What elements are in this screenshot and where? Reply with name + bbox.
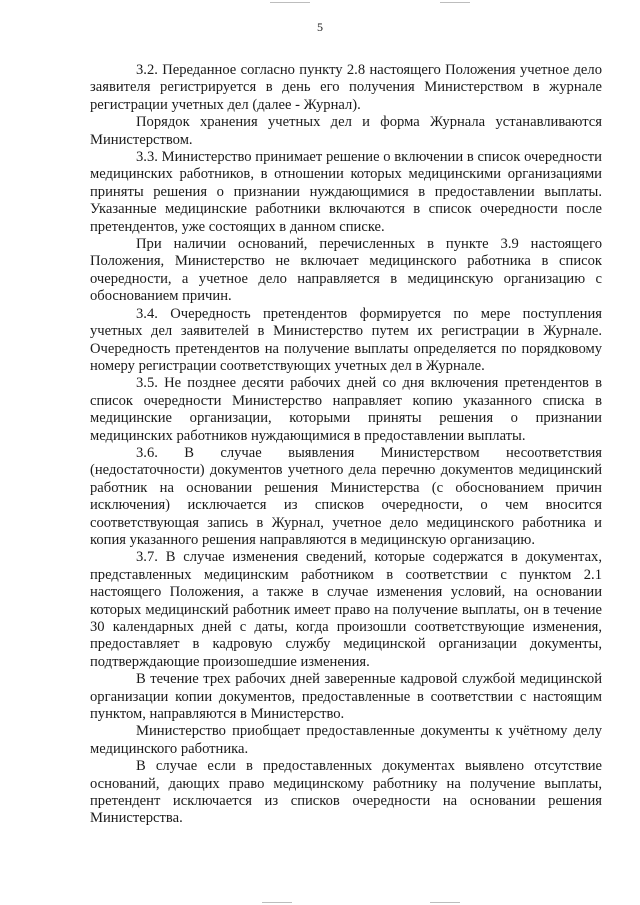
paragraph-exclusion-decision: В случае если в предоставленных документах выявлено отсутствие оснований, дающих право медицинскому работнику на получение выплаты, претендент исключается из списков очередности на основании решения Министерства. <box>90 758 602 827</box>
paragraph-3-3: 3.3. Министерство принимает решение о включении в список очередности медицинских работников, в отношении которых медицинскими организациями приняты решения о признании нуждающимися в предоставлении выплаты. Указанные медицинские работники включаются в список очередности после претендентов, уже состоящих в данном списке. <box>90 149 602 235</box>
paragraph-documents-attached: Министерство приобщает предоставленные документы к учётному делу медицинского работника. <box>90 723 602 757</box>
document-body <box>90 62 602 828</box>
paragraph-3-2: 3.2. Переданное согласно пункту 2.8 настоящего Положения учетное дело заявителя регистрируется в день его получения Министерством в журнале регистрации учетных дел (далее - Журнал). <box>90 62 602 113</box>
paragraph-3-4: 3.4. Очередность претендентов формируется по мере поступления учетных дел заявителей в Министерство путем их регистрации в Журнале. Очередность претендентов на получение выплаты определяется по порядковому номеру регистрации соответствующих учетных дел в Журнале. <box>90 305 602 374</box>
paragraph-3-6: 3.6. В случае выявления Министерством несоответствия (недостаточности) документов учетного дела перечню документов медицинский работник на основании решения Министерства (с обоснованием причин исключения) исключается из списков очередности, о чем вносится соответствующая запись в Журнал, учетное дело медицинского работника и копия указанного решения направляются в медицинскую организацию. <box>90 444 602 548</box>
scan-artifact-bottom-right <box>430 902 460 903</box>
paragraph-3-7: 3.7. В случае изменения сведений, которые содержатся в документах, представленных медицинским работником в соответствии с пунктом 2.1 настоящего Положения, а также в случае изменения условий, на основании которых медицинский работник имеет право на получение выплаты, он в течение 30 календарных дней с даты, когда произошли соответствующие изменения, предоставляет в кадровую службу медицинской организации документы, подтверждающие произошедшие изменения. <box>90 549 602 670</box>
paragraph-3-5: 3.5. Не позднее десяти рабочих дней со дня включения претендентов в список очередности Министерство направляет копию указанного списка в медицинские организации, которыми приняты решения о признании медицинских работников нуждающимися в предоставлении выплаты. <box>90 375 602 444</box>
scan-artifact-top-right <box>440 2 470 3</box>
scan-artifact-top <box>270 2 310 3</box>
paragraph-journal-order: Порядок хранения учетных дел и форма Журнала устанавливаются Министерством. <box>90 114 602 148</box>
page-number: 5 <box>317 20 323 34</box>
paragraph-grounds-exclusion: При наличии оснований, перечисленных в пункте 3.9 настоящего Положения, Министерство не включает медицинского работника в список очередности, а учетное дело направляется в медицинскую организацию с обоснованием причин. <box>90 236 602 305</box>
paragraph-copies-sent: В течение трех рабочих дней заверенные кадровой службой медицинской организации копии документов, предоставленные в соответствии с настоящим пунктом, направляются в Министерство. <box>90 671 602 723</box>
scan-artifact-bottom <box>262 902 292 903</box>
